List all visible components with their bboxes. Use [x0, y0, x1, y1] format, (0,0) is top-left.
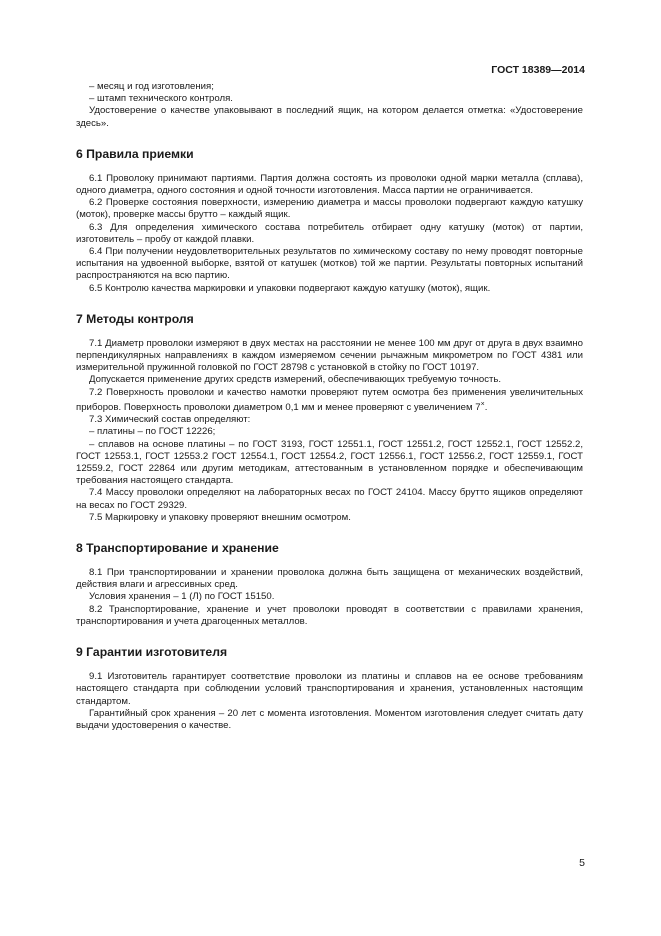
section-8-title: 8 Транспортирование и хранение: [76, 541, 279, 556]
paragraph-7-3-item-1: – платины – по ГОСТ 12226;: [89, 426, 216, 438]
paragraph-7-3: 7.3 Химический состав определяют:: [89, 414, 251, 426]
intro-line-1: – месяц и год изготовления;: [89, 81, 214, 92]
paragraph-7-1: 7.1 Диаметр проволоки измеряют в двух местах на расстоянии не менее 100 мм друг от друга в двух взаимно перпендикулярных направлениях в каждом измеряемом сечении рычажным микрометром по ГОСТ 4381 или измерительной пружинной головкой по ГОСТ 28798 с установкой в стойку по ГОСТ 10197.: [76, 337, 583, 374]
section-9-title: 9 Гарантии изготовителя: [76, 645, 228, 660]
paragraph-7-5: 7.5 Маркировку и упаковку проверяют внешним осмотром.: [89, 511, 351, 523]
paragraph-7-4: 7.4 Массу проволоки определяют на лабораторных весах по ГОСТ 24104. Массу брутто ящиков определяют на весах по ГОСТ 29329.: [76, 487, 583, 511]
paragraph-8-1: 8.1 При транспортировании и хранении проволока должна быть защищена от механических воздействий, действия влаги и агрессивных сред.: [76, 567, 583, 591]
paragraph-9-1-note: Гарантийный срок хранения – 20 лет с момента изготовления. Моментом изготовления следует считать дату выдачи удостоверения о качестве.: [76, 707, 583, 731]
magnification-sup: ×: [480, 400, 485, 408]
paragraph-7-3-item-2: – сплавов на основе платины – по ГОСТ 3193, ГОСТ 12551.1, ГОСТ 12551.2, ГОСТ 12552.1, ГОСТ 12552.2, ГОСТ 12553.1, ГОСТ 12553.2 ГОСТ 12554.1, ГОСТ 12554.2, ГОСТ 12556.1, ГОСТ 12556.2, ГОСТ 12559.1, ГОСТ 12559.2, ГОСТ 22864 или другим методикам, аттестованным в установленном порядке и обеспечивающим требования настоящего стандарта.: [76, 438, 583, 487]
section-7-title: 7 Методы контроля: [76, 311, 194, 326]
paragraph-7-2: [76, 387, 583, 415]
document-code: ГОСТ 18389—2014: [491, 64, 585, 76]
paragraph-6-4: 6.4 При получении неудовлетворительных результатов по химическому составу по нему проводят повторные испытания на удвоенной выборке, взятой от катушек (мотков) той же партии. Результаты повторных испытаний распространяются на всю партию.: [76, 246, 583, 282]
page-number: 5: [579, 857, 585, 869]
intro-line-3: Удостоверение о качестве упаковывают в последний ящик, на котором делается отметка: «Удостоверение здесь».: [76, 105, 583, 129]
intro-line-2: – штамп технического контроля.: [89, 93, 233, 105]
section-6-title: 6 Правила приемки: [76, 146, 194, 161]
paragraph-7-2-text: 7.2 Поверхность проволоки и качество намотки проверяют путем осмотра без применения увеличительных приборов. Поверхность проволоки диаметром 0,1 мм и менее проверяют с увеличением 7: [76, 386, 583, 414]
paragraph-8-1-note: Условия хранения – 1 (Л) по ГОСТ 15150.: [89, 591, 275, 603]
paragraph-7-2-end: .: [484, 402, 488, 414]
paragraph-6-5: 6.5 Контролю качества маркировки и упаковки подвергают каждую катушку (моток), ящик.: [89, 282, 491, 294]
paragraph-6-1: 6.1 Проволоку принимают партиями. Партия должна состоять из проволоки одной марки металла (сплава), одного диаметра, одного состояния и одной точности изготовления. Масса партии не ограничивается.: [76, 172, 583, 197]
paragraph-8-2: 8.2 Транспортирование, хранение и учет проволоки проводят в соответствии с правилами хранения, транспортирования и учета драгоценных металлов.: [76, 603, 583, 627]
paragraph-6-3: 6.3 Для определения химического состава потребитель отбирает одну катушку (моток) от партии, изготовитель – пробу от каждой плавки.: [76, 221, 583, 245]
document-body: [76, 81, 583, 732]
paragraph-6-2: 6.2 Проверке состояния поверхности, измерению диаметра и массы проволоки подвергают каждую катушку (моток), проверке массы брутто – каждый ящик.: [76, 197, 583, 221]
paragraph-9-1: 9.1 Изготовитель гарантирует соответствие проволоки из платины и сплавов на ее основе требованиям настоящего стандарта при соблюдении условий транспортирования и хранения, установленных настоящим стандартом.: [76, 671, 583, 707]
paragraph-7-1-note: Допускается применение других средств измерений, обеспечивающих требуемую точность.: [89, 374, 502, 386]
